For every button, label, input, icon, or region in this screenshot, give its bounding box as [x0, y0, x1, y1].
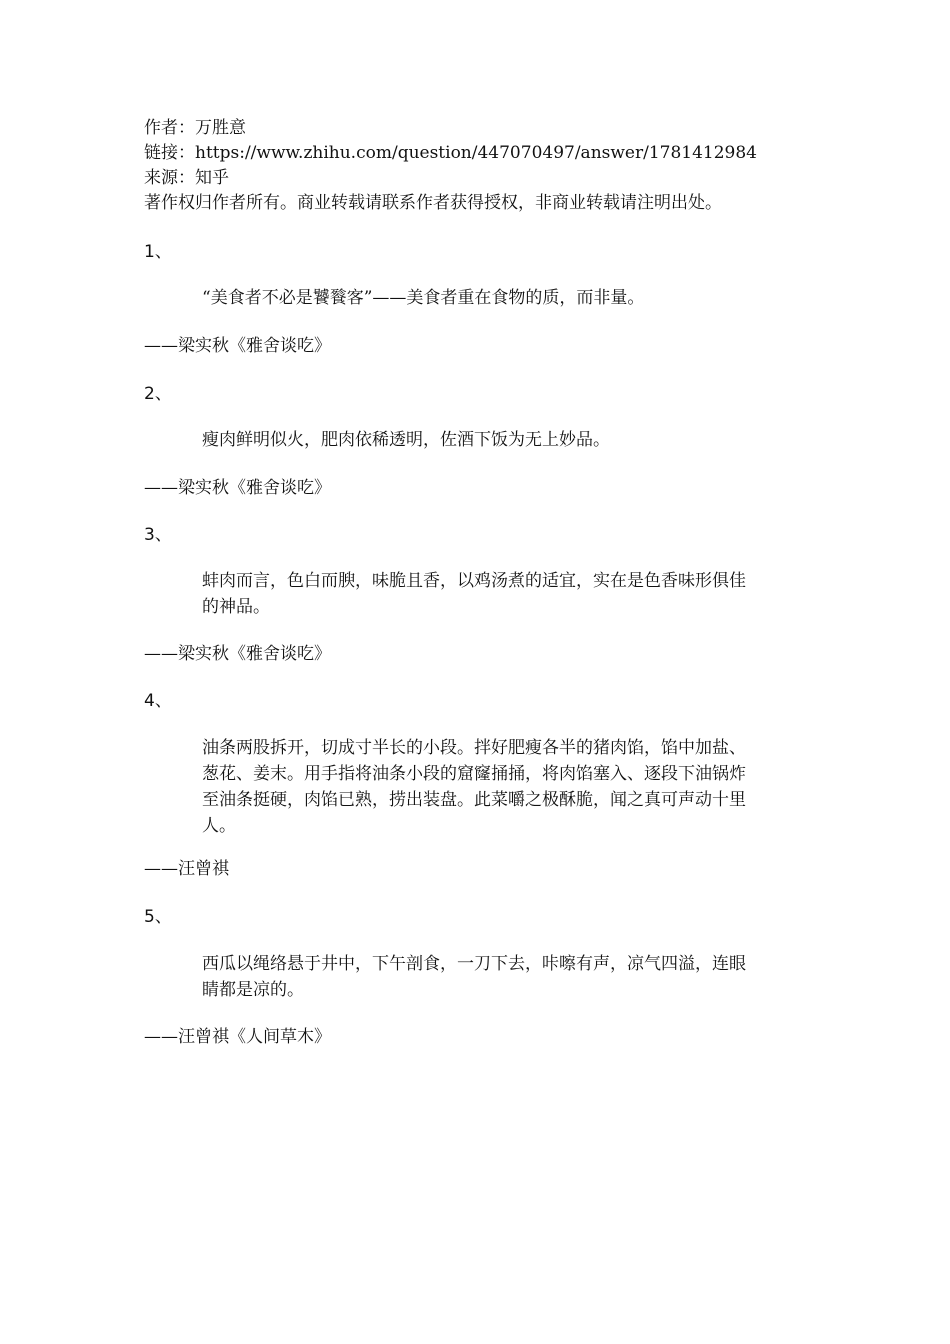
entry-quote: 蚌肉而言，色白而腴，味脆且香，以鸡汤煮的适宜，实在是色香味形俱佳的神品。: [202, 571, 746, 617]
source-line: 来源：知乎: [144, 168, 229, 188]
entry-quote: “美食者不必是饕餮客”——美食者重在食物的质，而非量。: [202, 288, 645, 308]
entry-number: 3、: [144, 525, 172, 545]
entry-attribution: ——汪曾祺: [144, 859, 229, 879]
entry-attribution: ——梁实秋《雅舍谈吃》: [144, 644, 331, 664]
author-line: 作者：万胜意: [144, 118, 246, 138]
entry-number: 2、: [144, 384, 172, 404]
entry-number: 4、: [144, 691, 172, 711]
copyright-notice: 著作权归作者所有。商业转载请联系作者获得授权，非商业转载请注明出处。: [144, 193, 722, 213]
entry-quote: 瘦肉鲜明似火，肥肉依稀透明，佐酒下饭为无上妙品。: [202, 430, 610, 450]
entry-quote: 西瓜以绳络悬于井中，下午剖食，一刀下去，咔嚓有声，凉气四溢，连眼睛都是凉的。: [202, 954, 746, 1000]
source-info: [144, 116, 824, 216]
link-line[interactable]: 链接：https://www.zhihu.com/question/447070497/answer/1781412984: [144, 143, 757, 163]
entry-number: 5、: [144, 907, 172, 927]
entry-attribution: ——梁实秋《雅舍谈吃》: [144, 336, 331, 356]
entry-attribution: ——汪曾祺《人间草木》: [144, 1027, 331, 1047]
entry-number: 1、: [144, 242, 172, 262]
entry-quote: 油条两股拆开，切成寸半长的小段。拌好肥瘦各半的猪肉馅，馅中加盐、葱花、姜末。用手指将油条小段的窟窿捅捅，将肉馅塞入、逐段下油锅炸至油条挺硬，肉馅已熟，捞出装盘。此菜嚼之极酥脆，闻之真可声动十里人。: [202, 738, 746, 836]
entry-attribution: ——梁实秋《雅舍谈吃》: [144, 478, 331, 498]
